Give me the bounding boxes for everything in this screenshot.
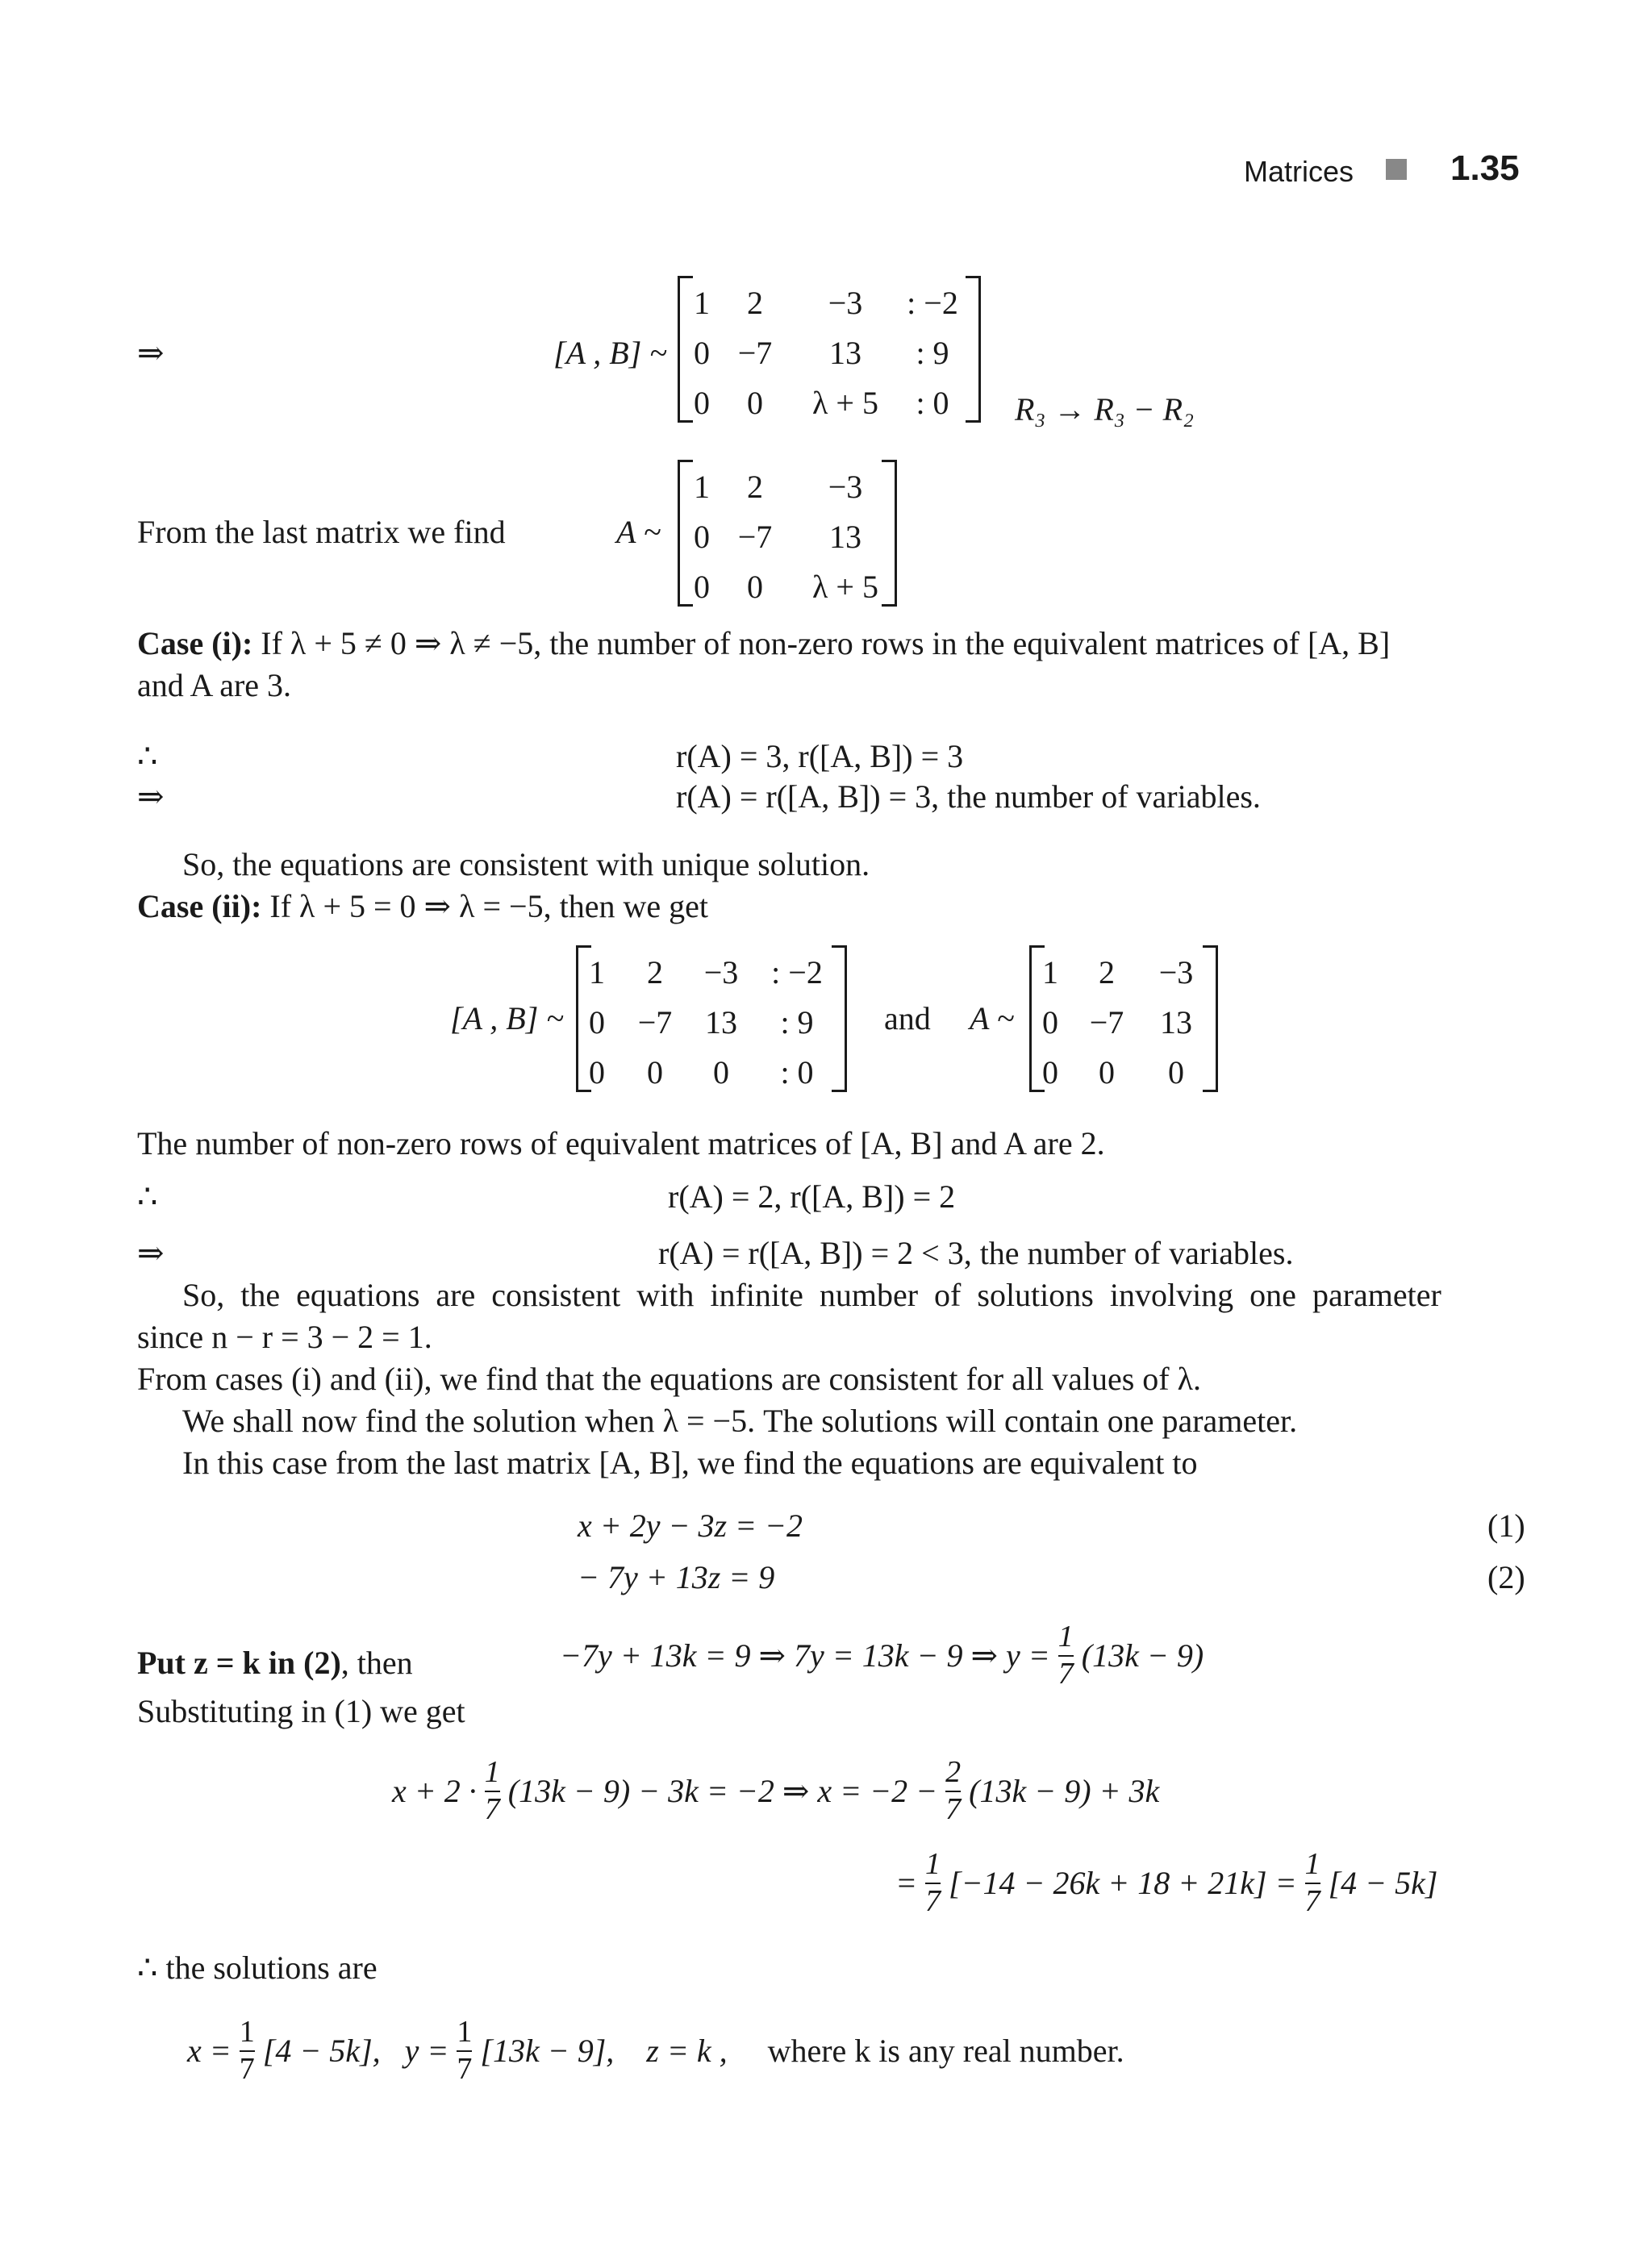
square-bullet-icon — [1386, 159, 1407, 180]
case-ii-rank-equation: r(A) = 2, r([A, B]) = 2 — [668, 1178, 956, 1215]
matrix-cell: 2 — [747, 469, 763, 505]
final-z-value: z = k , — [646, 2032, 728, 2069]
therefore-symbol: ∴ — [137, 1178, 158, 1215]
matrix-cell: 0 — [694, 385, 710, 421]
x-line1-a: x + 2 · — [392, 1772, 477, 1809]
case-i-paragraph — [137, 625, 1391, 661]
implies-arrow: ⇒ — [137, 1235, 165, 1271]
matrix-cell: −3 — [703, 954, 739, 990]
matrix-cell: −7 — [637, 1004, 673, 1040]
x-line2-b: [−14 − 26k + 18 + 21k] = — [949, 1864, 1297, 1901]
matrix-cell: 0 — [1042, 1004, 1058, 1040]
augmented-matrix-label: [A , B] ~ — [450, 1000, 564, 1036]
matrix-cell: : 9 — [780, 1004, 814, 1040]
matrix-cell: 13 — [705, 1004, 737, 1040]
matrix-cell: 0 — [647, 1054, 663, 1090]
put-z-then: , then — [340, 1645, 413, 1681]
x-line1-b: (13k − 9) − 3k = −2 ⇒ x = −2 − — [507, 1772, 938, 1809]
final-y-label: y = — [404, 2032, 449, 2069]
implies-arrow: ⇒ — [137, 335, 165, 371]
case-ii-nonzero-rows: The number of non-zero rows of equivalent matrices of [A, B] and A are 2. — [137, 1125, 1105, 1161]
matrix-cell: λ + 5 — [812, 569, 878, 605]
y-solution-eq: −7y + 13k = 9 ⇒ 7y = 13k − 9 ⇒ y = — [560, 1637, 1050, 1674]
cases-conclusion: From cases (i) and (ii), we find that the equations are consistent for all values of λ. — [137, 1361, 1202, 1397]
matrix-cell: 0 — [694, 519, 710, 555]
matrix-cell: 0 — [747, 385, 763, 421]
final-x-value: [4 − 5k], — [262, 2032, 381, 2069]
case-i-rank-equation: r(A) = 3, r([A, B]) = 3 — [676, 738, 964, 774]
matrix-cell: −7 — [1089, 1004, 1124, 1040]
matrix-cell: 0 — [694, 335, 710, 371]
matrix-cell: 0 — [747, 569, 763, 605]
solutions-label: ∴ the solutions are — [137, 1950, 378, 1986]
fraction: $\frac{1}{7}$ — [457, 2015, 473, 2086]
final-x-label: x = — [187, 2032, 232, 2069]
matrix-cell: λ + 5 — [812, 385, 878, 421]
fraction: $\frac{1}{7}$ — [925, 1847, 941, 1918]
case-i-text: If λ + 5 ≠ 0 ⇒ λ ≠ −5, the number of non-zero rows in the equivalent matrices of [A, B] — [252, 625, 1391, 661]
case-ii-rank-conclusion: r(A) = r([A, B]) = 2 < 3, the number of variables. — [658, 1235, 1294, 1271]
from-last-matrix-text: From the last matrix we find — [137, 514, 506, 550]
and-text: and — [884, 1000, 931, 1036]
matrix-cell: 13 — [829, 335, 861, 371]
y-solution-tail: (13k − 9) — [1081, 1637, 1204, 1674]
x-line2-a: = — [895, 1864, 917, 1901]
fraction: $\frac{1}{7}$ — [239, 2015, 255, 2086]
final-where-text: where k is any real number. — [767, 2032, 1124, 2069]
matrix-cell: 13 — [1160, 1004, 1192, 1040]
left-bracket — [678, 276, 693, 423]
put-z-bold: Put z = k in (2) — [137, 1645, 341, 1681]
right-bracket — [1203, 945, 1218, 1092]
case-i-text-continued: and A are 3. — [137, 667, 292, 703]
final-y-value: [13k − 9], — [480, 2032, 615, 2069]
augmented-matrix-label: [A , B] ~ — [553, 335, 667, 371]
right-bracket — [882, 460, 897, 607]
matrix-cell: 2 — [747, 285, 763, 321]
case-i-label: Case (i): — [137, 625, 253, 661]
augmented-matrix-lambda-minus5 — [576, 945, 847, 1092]
matrix-cell: −3 — [828, 469, 863, 505]
matrix-cell: 2 — [1099, 954, 1115, 990]
matrix-cell: 0 — [589, 1004, 605, 1040]
case-ii-text: If λ + 5 = 0 ⇒ λ = −5, then we get — [261, 888, 708, 924]
x-line1-c: (13k − 9) + 3k — [969, 1772, 1160, 1809]
matrix-cell: 1 — [694, 469, 710, 505]
substituting-text: Substituting in (1) we get — [137, 1693, 465, 1729]
matrix-cell: : −2 — [907, 285, 958, 321]
matrix-cell: : 0 — [780, 1054, 814, 1090]
equation-1: x + 2y − 3z = −2 — [578, 1507, 803, 1544]
fraction: $\frac{2}{7}$ — [945, 1755, 962, 1826]
matrix-cell: 0 — [1042, 1054, 1058, 1090]
coefficient-matrix-reduced — [678, 460, 897, 607]
equation-2-number: (2) — [1487, 1559, 1525, 1595]
case-ii-conclusion: So, the equations are consistent with infinite number of solutions involving one parameter — [182, 1277, 1441, 1313]
solve-intro: We shall now find the solution when λ = −5. The solutions will contain one parameter. — [182, 1403, 1298, 1439]
matrix-cell: 1 — [1042, 954, 1058, 990]
matrix-cell: 1 — [589, 954, 605, 990]
matrix-cell: 2 — [647, 954, 663, 990]
matrix-cell: 0 — [589, 1054, 605, 1090]
matrix-cell: −3 — [1158, 954, 1194, 990]
augmented-matrix-reduced — [678, 276, 981, 423]
matrix-cell: : 9 — [916, 335, 949, 371]
case-ii-conclusion-continued: since n − r = 3 − 2 = 1. — [137, 1319, 432, 1355]
final-solution-line — [187, 2016, 1124, 2086]
matrix-cell: : −2 — [771, 954, 823, 990]
implies-arrow: ⇒ — [137, 778, 165, 815]
fraction: $\frac{1}{7}$ — [1058, 1620, 1074, 1691]
page-number: 1.35 — [1450, 148, 1520, 188]
running-header-section: Matrices — [1244, 155, 1354, 188]
matrix-cell: 0 — [713, 1054, 729, 1090]
coefficient-matrix-label: A ~ — [616, 514, 661, 550]
y-solution-line — [560, 1621, 1204, 1691]
case-ii-paragraph — [137, 890, 708, 923]
therefore-symbol: ∴ — [137, 738, 158, 774]
x-line2-c: [4 − 5k] — [1328, 1864, 1438, 1901]
x-derivation-line-1 — [392, 1757, 1159, 1826]
equation-2: − 7y + 13z = 9 — [578, 1559, 775, 1595]
coefficient-matrix-lambda-minus5 — [1029, 945, 1218, 1092]
matrix-cell: 0 — [1168, 1054, 1184, 1090]
matrix-cell: : 0 — [916, 385, 949, 421]
right-bracket — [832, 945, 847, 1092]
matrix-cell: 0 — [694, 569, 710, 605]
right-bracket — [966, 276, 981, 423]
row-operation-note: R₃ → R₃ − R₂ — [1015, 391, 1195, 427]
matrix-cell: −3 — [828, 285, 863, 321]
equation-1-number: (1) — [1487, 1507, 1525, 1544]
fraction: $\frac{1}{7}$ — [1304, 1847, 1320, 1918]
fraction: $\frac{1}{7}$ — [484, 1755, 500, 1826]
x-derivation-line-2 — [895, 1849, 1438, 1918]
matrix-cell: −7 — [737, 335, 773, 371]
matrix-cell: 0 — [1099, 1054, 1115, 1090]
matrix-cell: 13 — [829, 519, 861, 555]
case-ii-label: Case (ii): — [137, 888, 262, 924]
left-bracket — [678, 460, 693, 607]
equivalent-equations-intro: In this case from the last matrix [A, B], we find the equations are equivalent to — [182, 1445, 1198, 1481]
case-i-rank-conclusion: r(A) = r([A, B]) = 3, the number of variables. — [676, 778, 1261, 815]
matrix-cell: −7 — [737, 519, 773, 555]
coefficient-matrix-label: A ~ — [970, 1000, 1015, 1036]
put-z-label — [137, 1647, 413, 1679]
case-i-conclusion: So, the equations are consistent with unique solution. — [182, 846, 870, 882]
matrix-cell: 1 — [694, 285, 710, 321]
